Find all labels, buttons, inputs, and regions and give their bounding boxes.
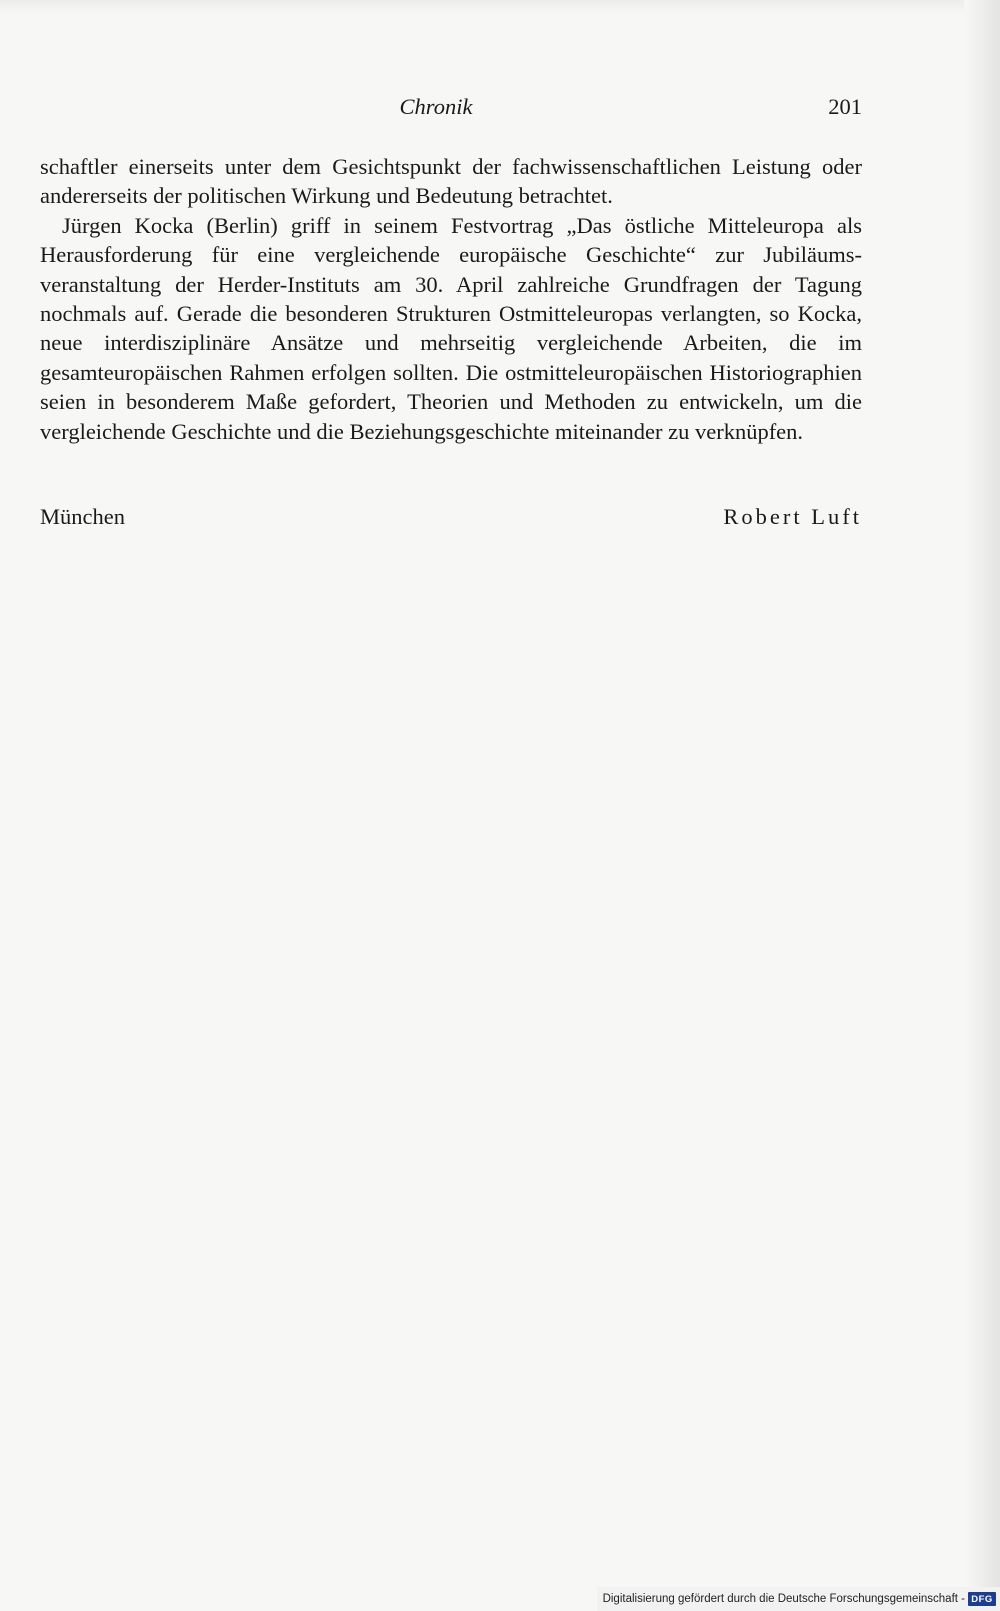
- signature-author: Robert Luft: [723, 504, 862, 529]
- paragraph-continuation: schaftler einerseits unter dem Gesichtspunkt der fachwissenschaftlichen Leistung oder andererseits der politischen Wirkung und Bedeutung betrachtet.: [40, 154, 862, 209]
- dfg-logo-text: DFG: [971, 1593, 993, 1605]
- page-number: 201: [828, 94, 862, 119]
- signature-line: [40, 504, 862, 536]
- dfg-logo-icon: [968, 1592, 996, 1606]
- funding-note: Digitalisierung gefördert durch die Deutsche Forschungsgemeinschaft -: [602, 1593, 965, 1605]
- paragraph-kocka: Jürgen Kocka (Berlin) griff in seinem Festvortrag „Das östliche Mitteleuropa als Herausforderung für eine vergleichende europäische Geschichte“ zur Jubiläums-veranstaltung der Herder-Instituts am 30. April zahlreiche Grundfragen der Tagung nochmals auf. Gerade die besonderen Strukturen Ostmitteleuropas verlangten, so Kocka, neue interdisziplinäre Ansätze und mehrseitig vergleichende Arbeiten, die im gesamteuropäischen Rahmen erfolgen sollten. Die ostmitteleuropäischen Historiographien seien in besonderem Maße gefordert, Theorien und Methoden zu entwickeln, um die vergleichende Geschichte und die Beziehungsgeschichte miteinander zu verknüpfen.: [40, 212, 862, 444]
- digitization-footer: [597, 1587, 1000, 1611]
- body-text: [40, 152, 862, 446]
- scan-edge-shadow-top: [0, 0, 1000, 14]
- running-head: [40, 90, 862, 126]
- signature-place: München: [40, 504, 125, 529]
- running-title: Chronik: [399, 94, 473, 119]
- scan-edge-shadow-right: [964, 0, 1000, 1611]
